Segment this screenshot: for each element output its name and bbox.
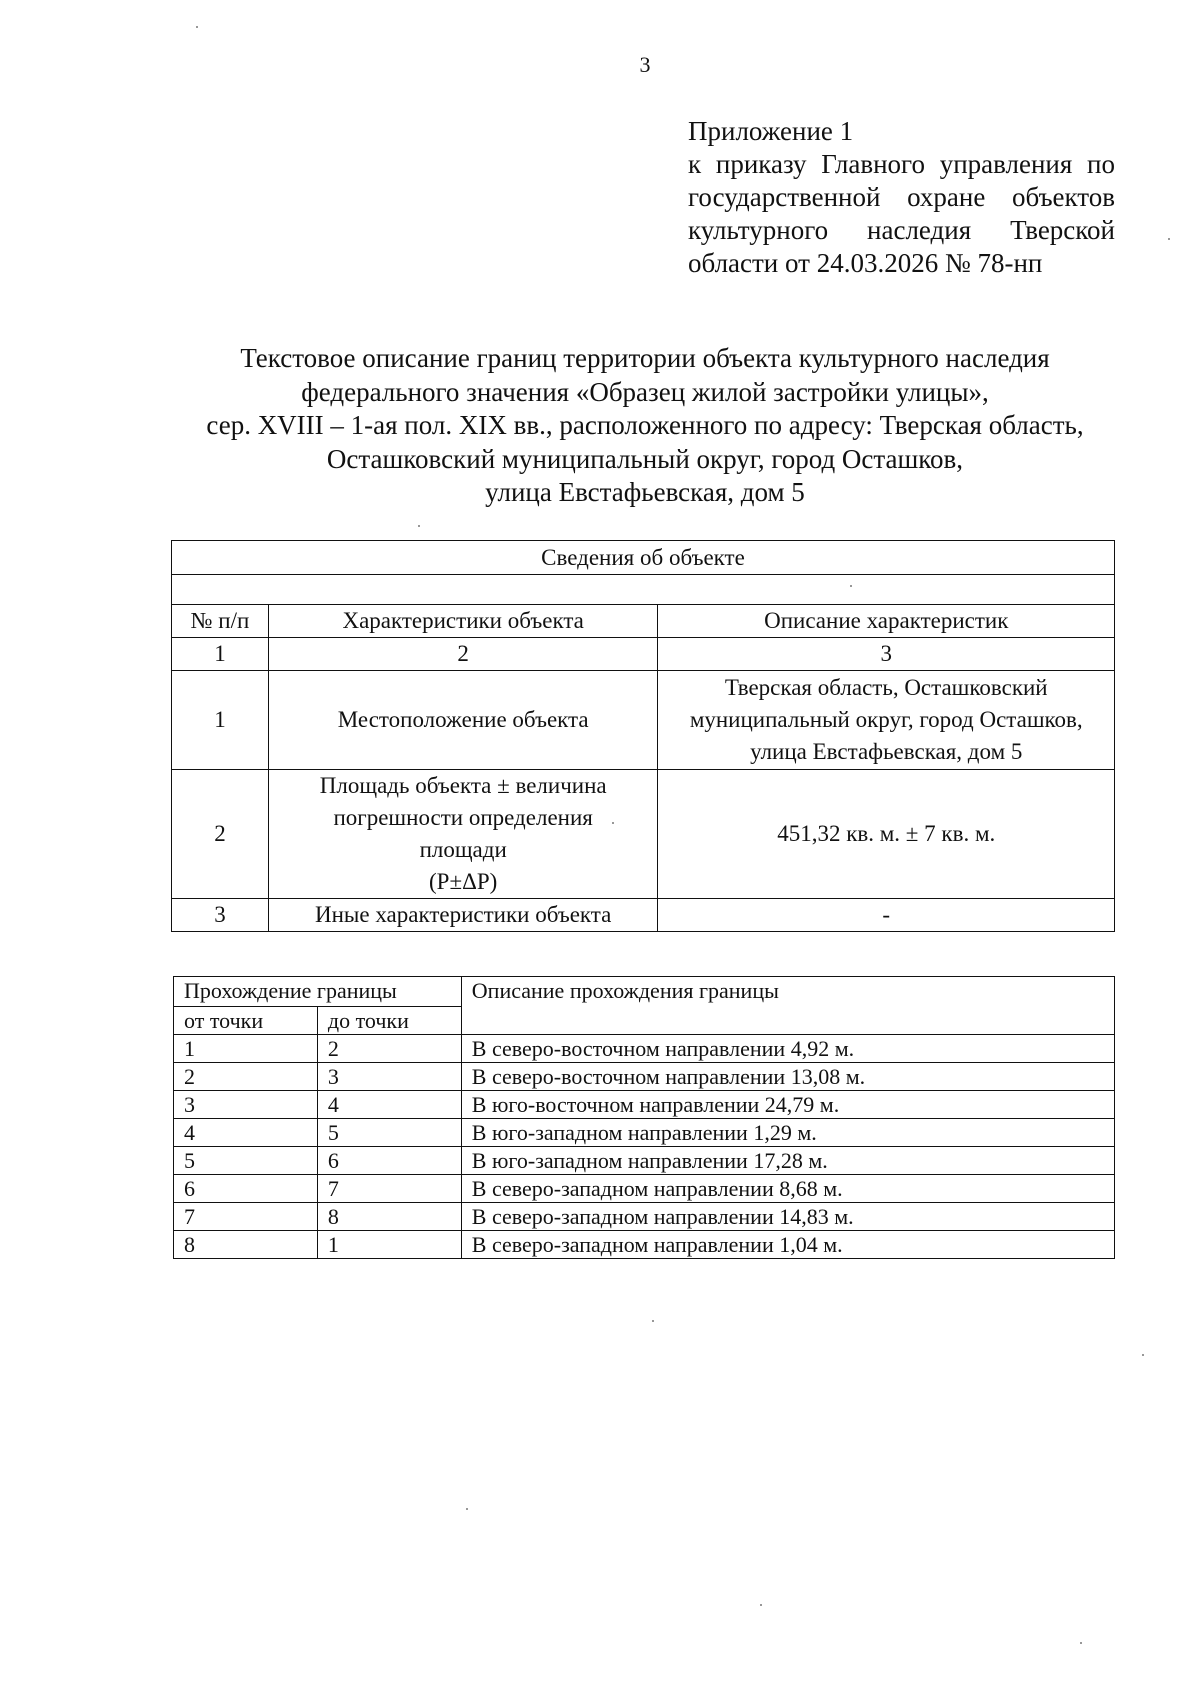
characteristic-cell	[268, 671, 658, 770]
scan-speck	[1142, 1354, 1144, 1356]
table-row	[174, 1063, 1115, 1091]
column-number: 3	[658, 638, 1115, 671]
from-point: 2	[174, 1063, 318, 1091]
from-point: 4	[174, 1119, 318, 1147]
table-row	[172, 671, 1115, 770]
to-point: 5	[317, 1119, 461, 1147]
description-header: Описание прохождения границы	[461, 977, 1114, 1035]
table-row	[174, 1091, 1115, 1119]
column-header: № п/п	[172, 605, 269, 638]
scan-speck	[760, 1604, 762, 1606]
scan-speck	[196, 26, 198, 28]
to-point: 7	[317, 1175, 461, 1203]
cell-text: Местоположение объекта	[337, 707, 589, 732]
scan-speck	[418, 525, 420, 527]
title-line: сер. XVIII – 1-ая пол. XIX вв., расположенного по адресу: Тверская область,	[206, 410, 1084, 440]
table-row	[172, 899, 1115, 932]
to-point: 4	[317, 1091, 461, 1119]
table-row	[174, 1035, 1115, 1063]
title-line: улица Евстафьевская, дом 5	[485, 477, 805, 507]
title-line: федерального значения «Образец жилой застройки улицы»,	[301, 376, 989, 407]
boundary-table	[173, 976, 1115, 1259]
table-row	[174, 1231, 1115, 1259]
characteristic-cell	[268, 899, 658, 932]
appendix-line: области от 24.03.2026 № 78-нп	[688, 248, 1043, 278]
cell-text: Иные характеристики объекта	[315, 902, 612, 927]
title-line: Осташковский муниципальный округ, город Осташков,	[326, 443, 964, 474]
from-header: от точки	[174, 1007, 318, 1035]
empty-row	[172, 575, 1115, 605]
cell-text: погрешности определения	[333, 805, 593, 830]
cell-text: Площадь объекта ± величина	[319, 773, 607, 798]
to-header: до точки	[317, 1007, 461, 1035]
cell-text: (P±ΔP)	[429, 869, 498, 894]
column-header: Описание характеристик	[658, 605, 1115, 638]
to-point: 6	[317, 1147, 461, 1175]
boundary-description: В северо-восточном направлении 4,92 м.	[461, 1035, 1114, 1063]
appendix-title: Приложение 1	[688, 116, 854, 146]
appendix-line: государственной охране объектов	[688, 182, 1115, 212]
scan-speck	[850, 585, 852, 587]
cell-text: площади	[419, 837, 507, 862]
appendix-line: к приказу Главного управления по	[688, 149, 1115, 179]
scan-speck	[466, 1508, 468, 1510]
page-number: 3	[639, 52, 651, 77]
row-number: 1	[172, 671, 269, 770]
scan-speck	[652, 1320, 654, 1322]
cell-text: улица Евстафьевская, дом 5	[750, 739, 1023, 764]
from-point: 8	[174, 1231, 318, 1259]
to-point: 3	[317, 1063, 461, 1091]
cell-text: -	[882, 902, 891, 927]
boundary-description: В северо-западном направлении 1,04 м.	[461, 1231, 1114, 1259]
appendix-header	[688, 115, 1115, 280]
to-point: 8	[317, 1203, 461, 1231]
group-header: Прохождение границы	[174, 977, 462, 1007]
title-line: Текстовое описание границ территории объекта культурного наследия	[240, 343, 1050, 373]
cell-text: Тверская область, Осташковский	[724, 675, 1048, 700]
to-point: 1	[317, 1231, 461, 1259]
boundary-description: В юго-западном направлении 1,29 м.	[461, 1119, 1114, 1147]
scan-speck	[1168, 238, 1170, 240]
table-row	[174, 1119, 1115, 1147]
from-point: 7	[174, 1203, 318, 1231]
row-number: 2	[172, 770, 269, 899]
column-number: 2	[268, 638, 658, 671]
scan-speck	[1080, 1642, 1082, 1644]
column-number: 1	[172, 638, 269, 671]
table-row	[174, 1147, 1115, 1175]
boundary-description: В юго-западном направлении 17,28 м.	[461, 1147, 1114, 1175]
boundary-description: В северо-западном направлении 14,83 м.	[461, 1203, 1114, 1231]
characteristic-cell	[268, 770, 658, 899]
scan-speck	[612, 822, 614, 824]
from-point: 1	[174, 1035, 318, 1063]
row-number: 3	[172, 899, 269, 932]
from-point: 6	[174, 1175, 318, 1203]
from-point: 3	[174, 1091, 318, 1119]
cell-text: 451,32 кв. м. ± 7 кв. м.	[777, 821, 996, 846]
description-cell	[658, 770, 1115, 899]
description-cell	[658, 671, 1115, 770]
column-header: Характеристики объекта	[268, 605, 658, 638]
to-point: 2	[317, 1035, 461, 1063]
cell-text: муниципальный округ, город Осташков,	[689, 707, 1083, 732]
table-row	[172, 770, 1115, 899]
table-row	[174, 1175, 1115, 1203]
document-title	[150, 342, 1140, 510]
table-caption: Сведения об объекте	[172, 541, 1115, 575]
boundary-description: В северо-восточном направлении 13,08 м.	[461, 1063, 1114, 1091]
object-info-table	[171, 540, 1115, 932]
appendix-line: культурного наследия Тверской	[688, 215, 1115, 245]
description-cell	[658, 899, 1115, 932]
from-point: 5	[174, 1147, 318, 1175]
boundary-description: В северо-западном направлении 8,68 м.	[461, 1175, 1114, 1203]
boundary-description: В юго-восточном направлении 24,79 м.	[461, 1091, 1114, 1119]
table-row	[174, 1203, 1115, 1231]
